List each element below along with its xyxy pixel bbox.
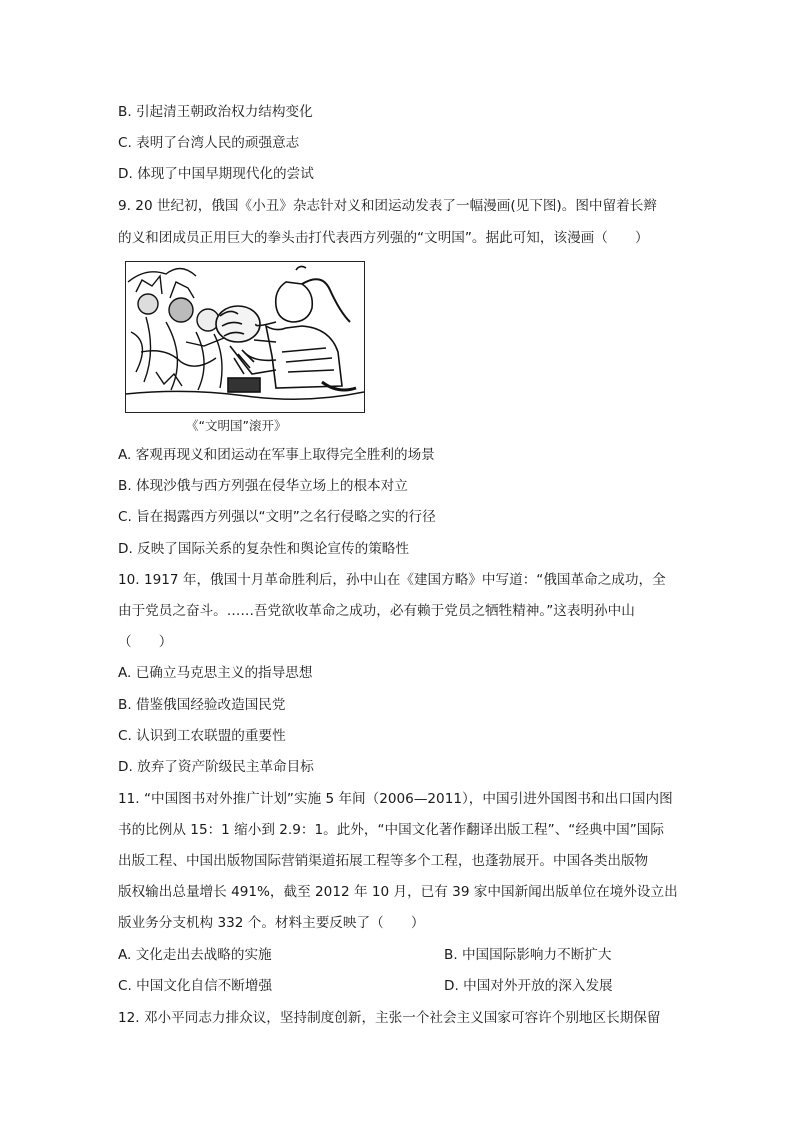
q11-stem-line-4: 版权输出总量增长 491%，截至 2012 年 10 月，已有 39 家中国新闻出版单位在境外设立出 <box>118 884 678 900</box>
q9-stem-line-2: 的义和团成员正用巨大的拳头击打代表西方列强的“文明国”。据此可知，该漫画（ ） <box>118 230 649 246</box>
q8-option-c: C. 表明了台湾人民的顽强意志 <box>118 135 300 151</box>
q9-stem-line-1: 9. 20 世纪初，俄国《小丑》杂志针对义和团运动发表了一幅漫画(见下图)。图中留着长辫 <box>118 198 657 214</box>
q9-option-b: B. 体现沙俄与西方列强在侵华立场上的根本对立 <box>118 478 408 494</box>
q12-stem-line-1: 12. 邓小平同志力排众议，坚持制度创新，主张一个社会主义国家可容许个别地区长期保留 <box>118 1010 661 1026</box>
q9-option-a: A. 客观再现义和团运动在军事上取得完全胜利的场景 <box>118 447 435 463</box>
q9-option-d: D. 反映了国际关系的复杂性和舆论宣传的策略性 <box>118 541 409 557</box>
q11-option-c: C. 中国文化自信不断增强 <box>118 978 273 994</box>
q9-cartoon-caption: 《“文明国”滚开》 <box>186 418 287 433</box>
q10-stem-line-2: 由于党员之奋斗。……吾党欲收革命之成功，必有赖于党员之牺牲精神。”这表明孙中山 <box>118 603 635 619</box>
q10-stem-line-1: 10. 1917 年，俄国十月革命胜利后，孙中山在《建国方略》中写道：“俄国革命之成功，全 <box>118 572 666 588</box>
q11-stem-line-3: 出版工程、中国出版物国际营销渠道拓展工程等多个工程，也蓬勃展开。中国各类出版物 <box>118 853 649 869</box>
q11-stem-line-1: 11. “中国图书对外推广计划”实施 5 年间（2006—2011），中国引进外国图书和出口国内图 <box>118 791 673 807</box>
q10-option-c: C. 认识到工农联盟的重要性 <box>118 728 286 744</box>
q8-option-d: D. 体现了中国早期现代化的尝试 <box>118 166 314 182</box>
q10-option-d: D. 放弃了资产阶级民主革命目标 <box>118 759 314 775</box>
q10-stem-line-3: （ ） <box>118 634 173 650</box>
q11-option-d: D. 中国对外开放的深入发展 <box>444 978 613 994</box>
q11-option-a: A. 文化走出去战略的实施 <box>118 947 272 963</box>
q10-option-b: B. 借鉴俄国经验改造国民党 <box>118 697 286 713</box>
q10-option-a: A. 已确立马克思主义的指导思想 <box>118 665 313 681</box>
q9-cartoon-image <box>125 261 365 413</box>
q11-stem-line-2: 书的比例从 15：1 缩小到 2.9：1。此外，“中国文化著作翻译出版工程”、“经典中国”国际 <box>118 822 664 838</box>
q11-stem-line-5: 版业务分支机构 332 个。材料主要反映了（ ） <box>118 915 425 931</box>
q8-option-b: B. 引起清王朝政治权力结构变化 <box>118 104 313 120</box>
q11-option-b: B. 中国国际影响力不断扩大 <box>444 947 612 963</box>
cartoon-illustration <box>126 262 364 412</box>
q9-option-c: C. 旨在揭露西方列强以“文明”之名行侵略之实的行径 <box>118 509 436 525</box>
